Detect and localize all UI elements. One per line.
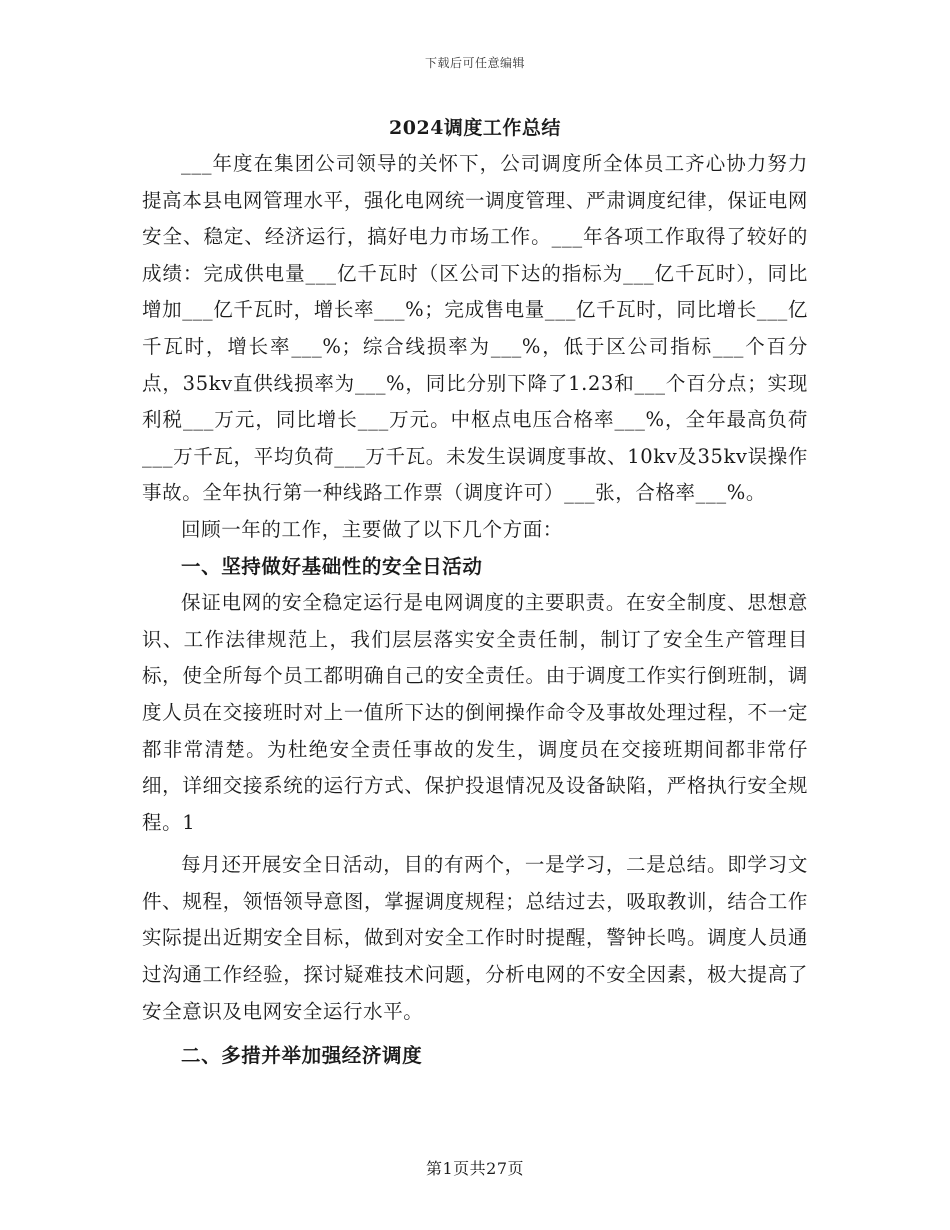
document-body xyxy=(142,112,808,1075)
paragraph-review: 回顾一年的工作，主要做了以下几个方面： xyxy=(181,517,563,541)
document-title: 2024调度工作总结 xyxy=(389,117,561,139)
section-heading-1: 一、坚持做好基础性的安全日活动 xyxy=(181,554,483,578)
paragraph-intro: ___年度在集团公司领导的关怀下，公司调度所全体员工齐心协力努力提高本县电网管理水平，强化电网统一调度管理、严肃调度纪律，保证电网安全、稳定、经济运行，搞好电力市场工作。___年各项工作取得了较好的成绩：完成供电量___亿千瓦时（区公司下达的指标为___亿千瓦时），同比增加___亿千瓦时，增长率___%；完成售电量___亿千瓦时，同比增长___亿千瓦时，增长率___%；综合线损率为___%，低于区公司指标___个百分点，35kv直供线损率为___%，同比分别下降了1.23和___个百分点；实现利税___万元，同比增长___万元。中枢点电压合格率___%，全年最高负荷___万千瓦，平均负荷___万千瓦。未发生误调度事故、10kv及35kv误操作事故。全年执行第一种线路工作票（调度许可）___张，合格率___%。 xyxy=(142,152,808,505)
section-heading-2: 二、多措并举加强经济调度 xyxy=(181,1044,423,1068)
header-note: 下载后可任意编辑 xyxy=(424,56,525,70)
paragraph-monthly: 每月还开展安全日活动，目的有两个，一是学习，二是总结。即学习文件、规程，领悟领导意图，掌握调度规程；总结过去，吸取教训，结合工作实际提出近期安全目标，做到对安全工作时时提醒，警钟长鸣。调度人员通过沟通工作经验，探讨疑难技术问题，分析电网的不安全因素，极大提高了安全意识及电网安全运行水平。 xyxy=(142,853,808,1023)
paragraph-safety: 保证电网的安全稳定运行是电网调度的主要职责。在安全制度、思想意识、工作法律规范上，我们层层落实安全责任制，制订了安全生产管理目标，使全所每个员工都明确自己的安全责任。由于调度工作实行倒班制，调度人员在交接班时对上一值所下达的倒闸操作命令及事故处理过程，不一定都非常清楚。为杜绝安全责任事故的发生，调度员在交接班期间都非常仔细，详细交接系统的运行方式、保护投退情况及设备缺陷，严格执行安全规程。1 xyxy=(142,591,808,834)
page-footer: 第1页共27页 xyxy=(425,1159,525,1178)
